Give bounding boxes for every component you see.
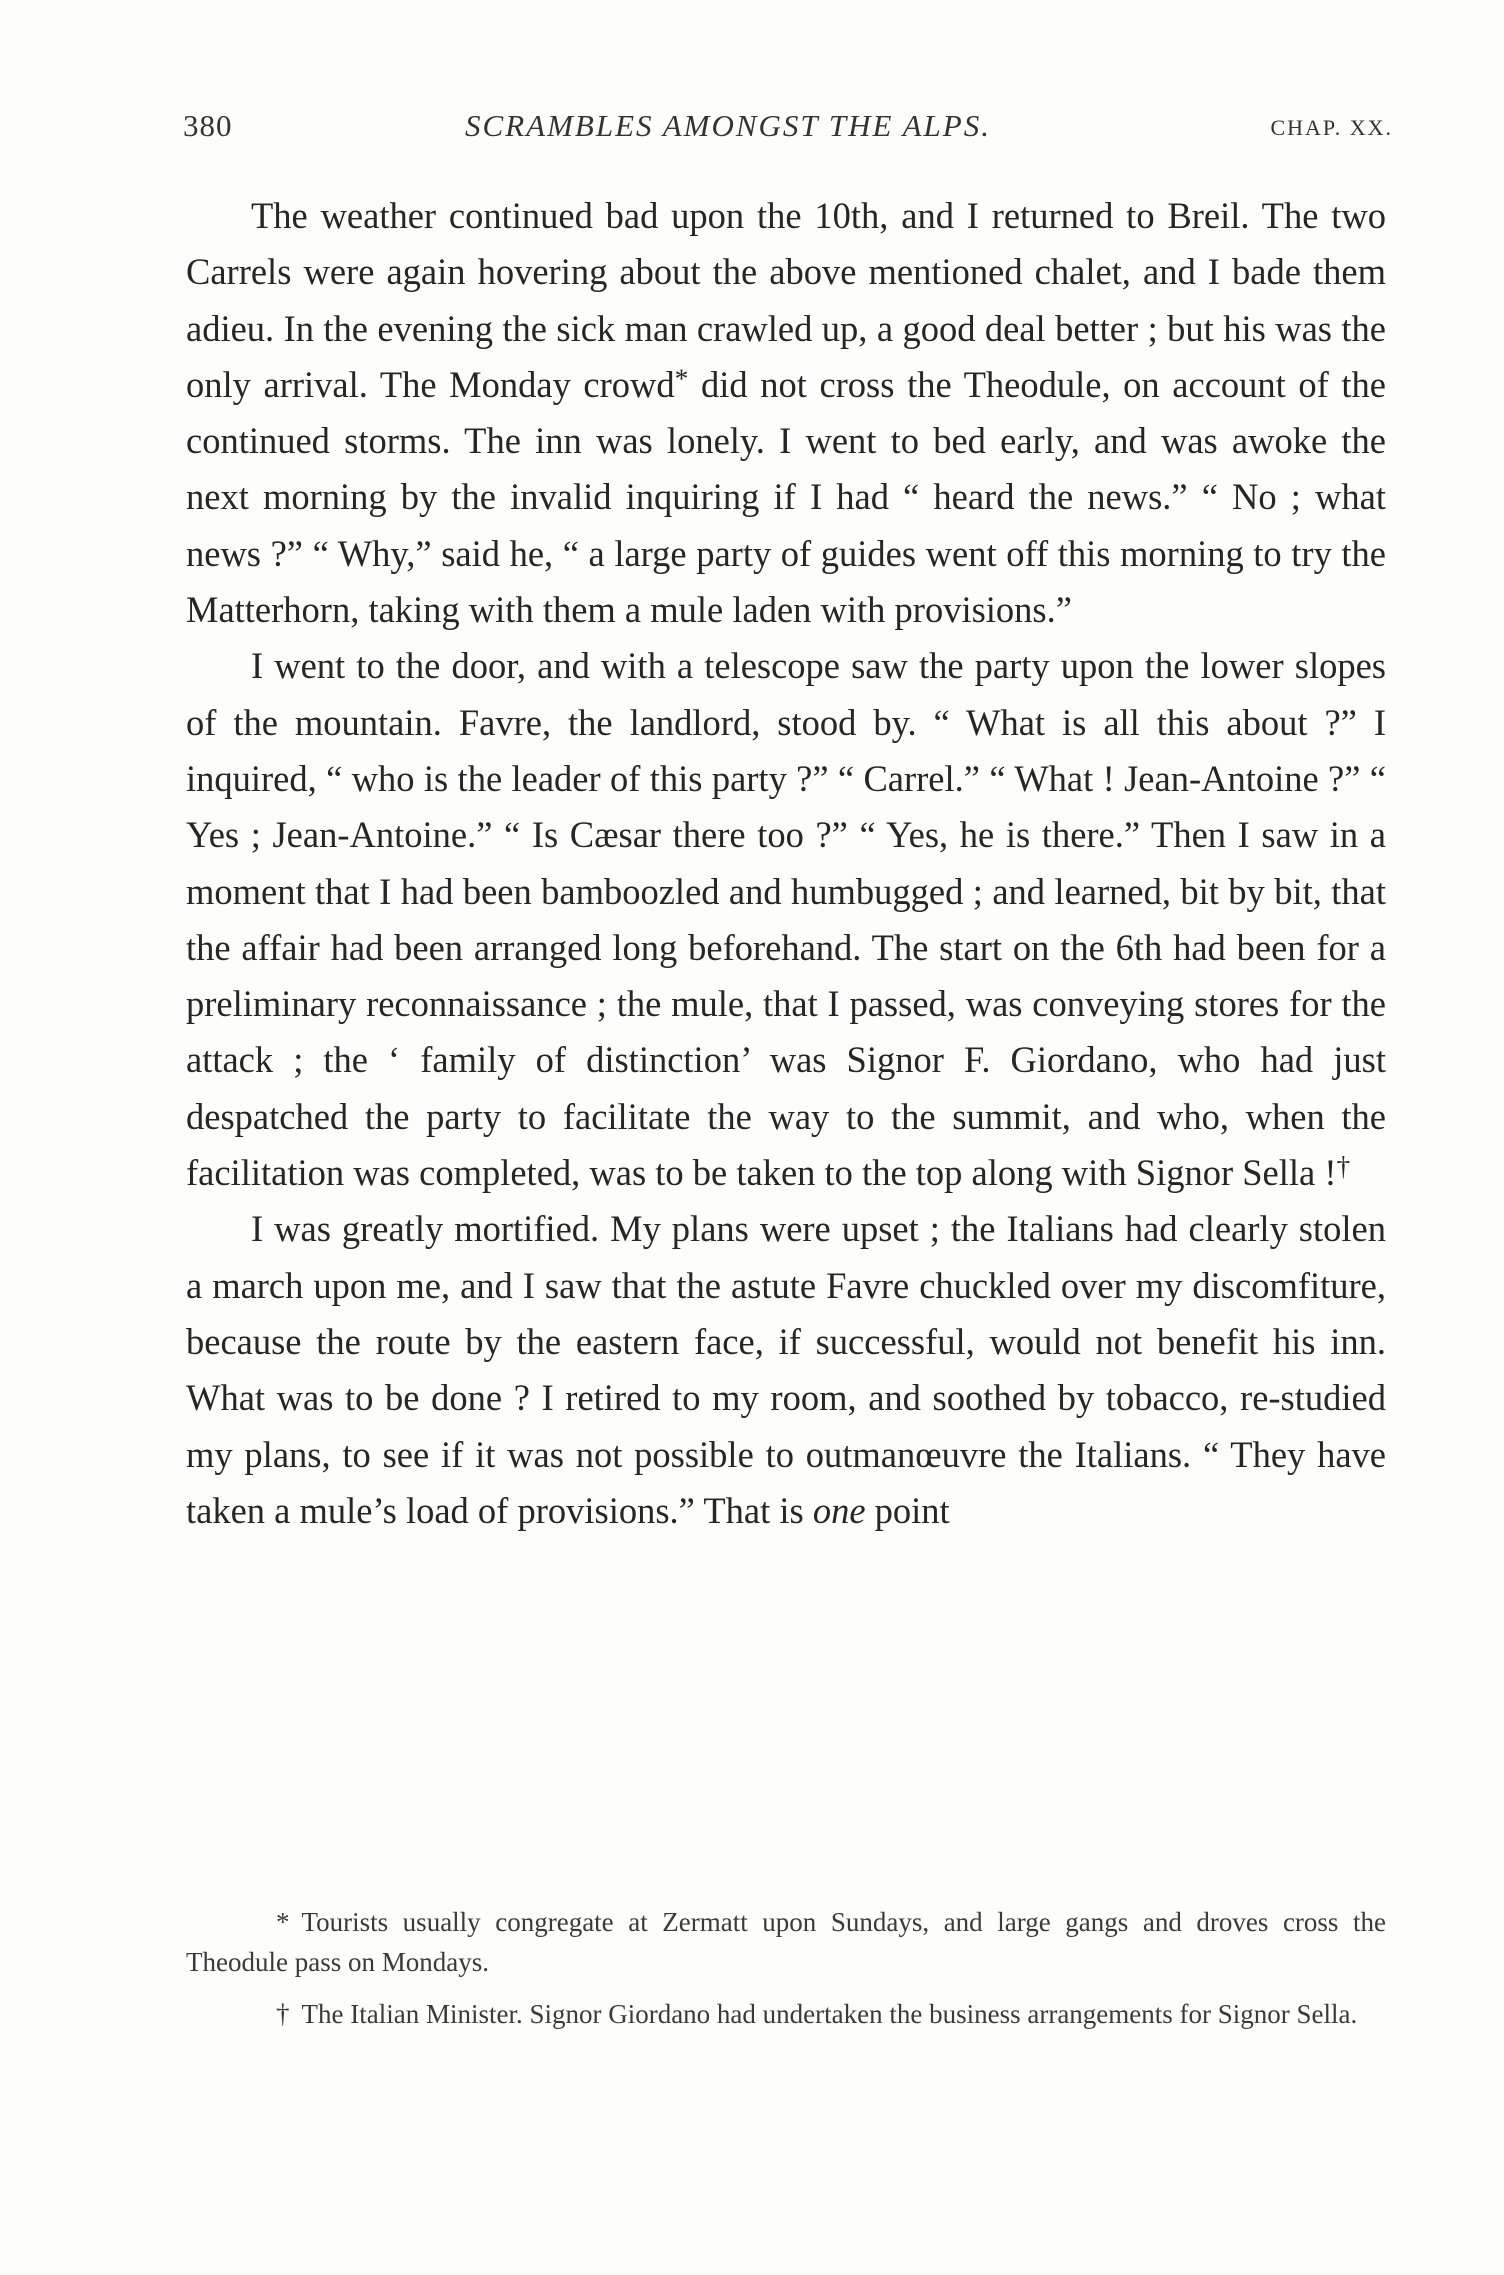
running-header (183, 106, 1393, 146)
footnote-2 (186, 1994, 1386, 2034)
footnote-text: Tourists usually congregate at Zermatt upon Sundays, and large gangs and droves cross the Theodule pass on Mondays. (186, 1907, 1386, 1977)
text-segment: I went to the door, and with a telescope saw the party upon the lower slopes of the mountain. Favre, the landlord, stood by. “ What is all this about ?” I inquired, “ who is the leader of this party ?” “ Carrel.” “ What ! Jean-Antoine ?” “ Yes ; Jean-Antoine.” “ Is Cæsar there too ?” “ Yes, he is there.” Then I saw in a moment that I had been bamboozled and humbugged ; and learned, bit by bit, that the affair had been arranged long beforehand. The start on the 6th had been for a preliminary reconnaissance ; the mule, that I passed, was conveying stores for the attack ; the ‘ family of distinction’ was Signor F. Giordano, who had just despatched the party to facilitate the way to the summit, and who, when the facilitation was completed, was to be taken to the top along with Signor Sella ! (186, 645, 1386, 1194)
paragraph-1 (186, 188, 1386, 638)
text-segment: did not cross the Theodule, on account of the continued storms. The inn was lonely. I went to bed early, and was awoke the next morning by the invalid inquiring if I had “ heard the news.” “ No ; what news ?” “ Why,” said he, “ a large party of guides went off this morning to try the Matterhorn, taking with them a mule laden with provisions.” (186, 363, 1386, 631)
body-text (186, 188, 1386, 1539)
text-segment: The weather continued bad upon the 10th, and I returned to Breil. The two Carrels were again hovering about the above mentioned chalet, and I bade them adieu. In the evening the sick man crawled up, a good deal better ; but his was the only arrival. The Monday crowd (186, 195, 1386, 405)
footnote-mark: † (276, 1999, 290, 2029)
paragraph-2 (186, 638, 1386, 1201)
emphasis: one (812, 1489, 866, 1531)
book-title: SCRAMBLES AMONGST THE ALPS. (465, 108, 991, 143)
paragraph-3 (186, 1201, 1386, 1539)
footnote-mark: * (276, 1907, 290, 1937)
footnote-1 (186, 1902, 1386, 1982)
footnote-text: The Italian Minister. Signor Giordano had undertaken the business arrangements for Signor Sella. (301, 1999, 1358, 2029)
text-segment: point (865, 1489, 950, 1531)
footnote-reference-asterisk: * (674, 363, 689, 394)
text-segment: I was greatly mortified. My plans were upset ; the Italians had clearly stolen a march upon me, and I saw that the astute Favre chuckled over my discomfiture, because the route by the eastern face, if successful, would not benefit his inn. What was to be done ? I retired to my room, and soothed by tobacco, re-studied my plans, to see if it was not possible to outmanœuvre the Italians. “ They have taken a mule’s load of provisions.” That is (186, 1208, 1386, 1531)
chapter-label: CHAP. XX. (1270, 115, 1393, 140)
footnotes (186, 1902, 1386, 2046)
page-number: 380 (183, 108, 233, 143)
footnote-reference-dagger: † (1336, 1151, 1351, 1182)
